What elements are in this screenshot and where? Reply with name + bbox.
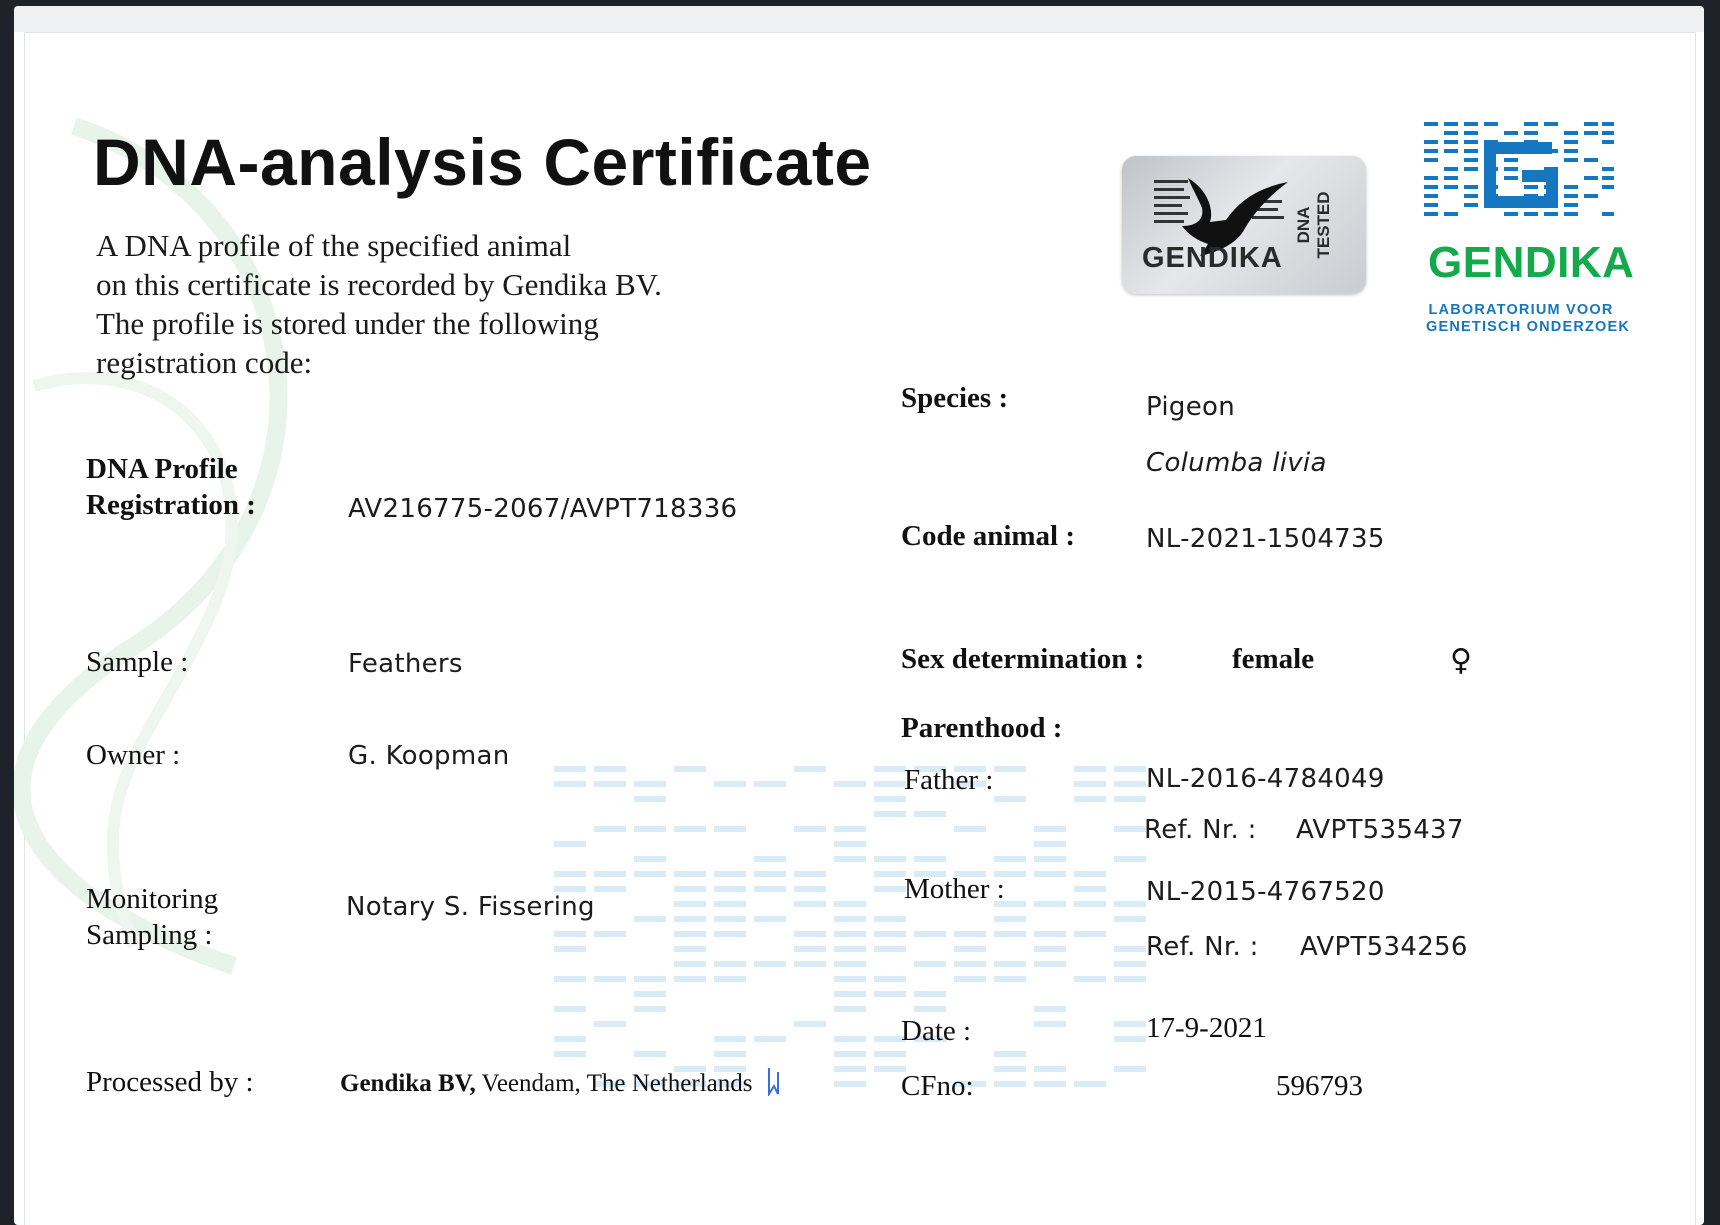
- watermark-bar: [714, 931, 746, 937]
- watermark-bar: [834, 781, 866, 787]
- watermark-bar: [554, 946, 586, 952]
- watermark-bar: [834, 976, 866, 982]
- watermark-bar: [874, 946, 906, 952]
- watermark-bar: [834, 946, 866, 952]
- watermark-bar: [714, 781, 746, 787]
- watermark-bar: [754, 961, 786, 967]
- watermark-bar: [954, 976, 986, 982]
- watermark-bar: [754, 871, 786, 877]
- watermark-bar: [794, 886, 826, 892]
- species-latin: Columba livia: [1146, 448, 1327, 478]
- logo-bar: [1564, 212, 1578, 216]
- watermark-bar: [754, 856, 786, 862]
- logo-bar: [1464, 131, 1478, 135]
- watermark-bar: [794, 901, 826, 907]
- watermark-bar: [554, 976, 586, 982]
- watermark-bar: [1034, 1021, 1066, 1027]
- watermark-bar: [874, 991, 906, 997]
- logo-bar: [1444, 176, 1458, 180]
- logo-bar: [1464, 149, 1478, 153]
- watermark-bar: [1114, 766, 1146, 772]
- watermark-bar: [834, 826, 866, 832]
- watermark-bar: [874, 781, 906, 787]
- registration-label: Registration :: [86, 489, 256, 521]
- logo-subtitle-2: GENETISCH ONDERZOEK: [1426, 319, 1631, 335]
- watermark-bar: [634, 991, 666, 997]
- watermark-bar: [874, 1051, 906, 1057]
- logo-bar: [1524, 122, 1538, 126]
- monitoring-label: Monitoring: [86, 883, 219, 915]
- watermark-bar: [834, 1006, 866, 1012]
- watermark-bar: [1114, 796, 1146, 802]
- processed-location: Veendam, The Netherlands: [481, 1070, 753, 1097]
- father-ref-value: AVPT535437: [1296, 815, 1464, 845]
- watermark-bar: [634, 1006, 666, 1012]
- watermark-bar: [794, 961, 826, 967]
- logo-bar: [1444, 131, 1458, 135]
- logo-bar: [1464, 194, 1478, 198]
- watermark-bar: [914, 961, 946, 967]
- watermark-bar: [754, 886, 786, 892]
- watermark-bar: [994, 856, 1026, 862]
- watermark-bar: [954, 946, 986, 952]
- cfno-value: 596793: [1276, 1070, 1363, 1102]
- watermark-bar: [1114, 901, 1146, 907]
- watermark-bar: [714, 1051, 746, 1057]
- watermark-bar: [1074, 976, 1106, 982]
- watermark-bar: [834, 1051, 866, 1057]
- logo-bar: [1424, 185, 1438, 189]
- logo-bar: [1444, 122, 1458, 126]
- date-value: 17-9-2021: [1146, 1012, 1267, 1044]
- watermark-bar: [874, 796, 906, 802]
- watermark-bar: [954, 826, 986, 832]
- species-common: Pigeon: [1146, 392, 1236, 422]
- certificate-page: [14, 6, 1704, 1225]
- sex-label: Sex determination :: [901, 643, 1145, 675]
- watermark-bar: [674, 826, 706, 832]
- intro-line: The profile is stored under the following: [96, 306, 599, 341]
- father-label: Father :: [904, 764, 994, 796]
- watermark-bar: [874, 916, 906, 922]
- watermark-bar: [714, 976, 746, 982]
- watermark-bar: [794, 871, 826, 877]
- code-animal-label: Code animal :: [901, 520, 1075, 552]
- watermark-bar: [634, 871, 666, 877]
- logo-bar: [1464, 203, 1478, 207]
- watermark-bar: [754, 916, 786, 922]
- watermark-bar: [594, 871, 626, 877]
- watermark-bar: [634, 856, 666, 862]
- watermark-bar: [674, 976, 706, 982]
- female-symbol-icon: ♀: [1450, 643, 1472, 678]
- father-value: NL-2016-4784049: [1146, 764, 1385, 794]
- watermark-bar: [714, 826, 746, 832]
- watermark-bar: [994, 961, 1026, 967]
- watermark-bar: [714, 916, 746, 922]
- watermark-bar: [954, 931, 986, 937]
- watermark-bar: [634, 781, 666, 787]
- watermark-bar: [674, 886, 706, 892]
- watermark-bar: [994, 916, 1026, 922]
- watermark-bar: [1034, 931, 1066, 937]
- sample-label: Sample :: [86, 646, 189, 678]
- watermark-bar: [794, 1021, 826, 1027]
- logo-subtitle-1: LABORATORIUM VOOR: [1428, 302, 1614, 318]
- logo-bar: [1464, 167, 1478, 171]
- watermark-bar: [914, 931, 946, 937]
- mother-ref-value: AVPT534256: [1300, 932, 1468, 962]
- watermark-bar: [674, 901, 706, 907]
- watermark-bar: [554, 781, 586, 787]
- watermark-bar: [874, 766, 906, 772]
- logo-bar: [1564, 149, 1578, 153]
- logo-bar: [1464, 122, 1478, 126]
- watermark-bar: [714, 1036, 746, 1042]
- watermark-bar: [874, 871, 906, 877]
- logo-bar: [1464, 158, 1478, 162]
- logo-bar: [1444, 185, 1458, 189]
- logo-bar: [1524, 131, 1538, 135]
- watermark-bar: [874, 976, 906, 982]
- watermark-bar: [554, 1006, 586, 1012]
- logo-bar: [1504, 131, 1518, 135]
- code-animal-value: NL-2021-1504735: [1146, 524, 1385, 554]
- watermark-bar: [914, 811, 946, 817]
- logo-bar: [1444, 167, 1458, 171]
- dna-bars-watermark: [554, 762, 1194, 1122]
- watermark-bar: [634, 916, 666, 922]
- watermark-bar: [1074, 931, 1106, 937]
- dna-swirl-watermark: [14, 86, 574, 986]
- logo-bar: [1564, 194, 1578, 198]
- watermark-bar: [634, 796, 666, 802]
- watermark-bar: [1114, 1021, 1146, 1027]
- logo-bar: [1602, 122, 1614, 126]
- watermark-bar: [834, 901, 866, 907]
- logo-bar: [1602, 131, 1614, 135]
- watermark-bar: [1034, 871, 1066, 877]
- logo-bar: [1564, 131, 1578, 135]
- monitoring-value: Notary S. Fissering: [346, 892, 595, 922]
- watermark-bar: [1114, 916, 1146, 922]
- page-title: DNA-analysis Certificate: [93, 125, 872, 199]
- watermark-bar: [874, 886, 906, 892]
- watermark-bar: [994, 931, 1026, 937]
- watermark-bar: [1074, 766, 1106, 772]
- watermark-bar: [994, 1051, 1026, 1057]
- watermark-bar: [994, 766, 1026, 772]
- logo-bar: [1602, 185, 1614, 189]
- owner-label: Owner :: [86, 739, 181, 771]
- watermark-bar: [994, 976, 1026, 982]
- watermark-bar: [674, 916, 706, 922]
- sampling-label: Sampling :: [86, 919, 213, 951]
- watermark-bar: [1034, 826, 1066, 832]
- watermark-bar: [874, 811, 906, 817]
- watermark-bar: [1034, 1066, 1066, 1072]
- watermark-bar: [834, 841, 866, 847]
- owner-value: G. Koopman: [348, 741, 510, 771]
- watermark-bar: [754, 1036, 786, 1042]
- watermark-bar: [714, 871, 746, 877]
- logo-bar: [1484, 122, 1498, 126]
- watermark-bar: [714, 886, 746, 892]
- logo-g-mark: [1490, 148, 1552, 202]
- sample-value: Feathers: [348, 649, 463, 679]
- watermark-bar: [834, 1036, 866, 1042]
- mother-label: Mother :: [904, 873, 1005, 905]
- dna-profile-label: DNA Profile: [86, 453, 238, 485]
- watermark-bar: [834, 991, 866, 997]
- watermark-bar: [1114, 976, 1146, 982]
- watermark-bar: [1074, 871, 1106, 877]
- watermark-bar: [1074, 886, 1106, 892]
- intro-line: registration code:: [96, 345, 313, 380]
- watermark-bar: [554, 1036, 586, 1042]
- watermark-bar: [594, 976, 626, 982]
- watermark-bar: [714, 961, 746, 967]
- watermark-bar: [1114, 961, 1146, 967]
- watermark-bar: [634, 826, 666, 832]
- watermark-bar: [594, 781, 626, 787]
- logo-bar: [1524, 212, 1538, 216]
- watermark-bar: [1074, 781, 1106, 787]
- watermark-bar: [554, 1051, 586, 1057]
- watermark-bar: [834, 961, 866, 967]
- watermark-bar: [754, 781, 786, 787]
- watermark-bar: [594, 766, 626, 772]
- watermark-bar: [1074, 796, 1106, 802]
- logo-wordmark: GENDIKA: [1428, 238, 1635, 287]
- processed-company: Gendika BV,: [340, 1070, 476, 1097]
- watermark-bar: [1034, 1006, 1066, 1012]
- logo-bar: [1464, 185, 1478, 189]
- watermark-bar: [994, 1066, 1026, 1072]
- logo-bar: [1424, 122, 1438, 126]
- logo-bar: [1584, 122, 1598, 126]
- watermark-bar: [794, 826, 826, 832]
- logo-bar: [1464, 140, 1478, 144]
- watermark-bar: [714, 901, 746, 907]
- watermark-bar: [874, 931, 906, 937]
- pen-mark: [766, 1066, 782, 1096]
- logo-bar: [1564, 185, 1578, 189]
- father-ref-label: Ref. Nr. :: [1144, 815, 1257, 845]
- watermark-bar: [994, 796, 1026, 802]
- date-label: Date :: [901, 1015, 972, 1047]
- logo-bar: [1504, 158, 1518, 162]
- watermark-bar: [834, 1081, 866, 1087]
- watermark-bar: [1114, 826, 1146, 832]
- intro-line: on this certificate is recorded by Gendika BV.: [96, 267, 662, 302]
- sex-value: female: [1232, 643, 1315, 675]
- logo-bar: [1544, 212, 1558, 216]
- watermark-bar: [1034, 1081, 1066, 1087]
- logo-bar: [1524, 185, 1538, 189]
- watermark-bar: [634, 976, 666, 982]
- logo-bar: [1564, 158, 1578, 162]
- watermark-bar: [1034, 901, 1066, 907]
- watermark-bar: [1074, 901, 1106, 907]
- logo-bar: [1564, 203, 1578, 207]
- dna-tested-sticker: [1122, 156, 1366, 294]
- sticker-tag: DNA TESTED: [1294, 191, 1333, 259]
- watermark-bar: [834, 1066, 866, 1072]
- logo-bar: [1424, 194, 1438, 198]
- watermark-bar: [1114, 1036, 1146, 1042]
- intro-line: A DNA profile of the specified animal: [96, 228, 572, 263]
- logo-bar: [1504, 176, 1518, 180]
- watermark-bar: [554, 766, 586, 772]
- logo-bar: [1424, 149, 1438, 153]
- watermark-bar: [1114, 856, 1146, 862]
- watermark-bar: [794, 931, 826, 937]
- processed-label: Processed by :: [86, 1066, 254, 1098]
- watermark-bar: [834, 856, 866, 862]
- watermark-bar: [914, 856, 946, 862]
- intro-text: [96, 226, 756, 382]
- watermark-bar: [1034, 946, 1066, 952]
- logo-bar: [1504, 167, 1518, 171]
- logo-bar: [1444, 149, 1458, 153]
- watermark-bar: [674, 871, 706, 877]
- watermark-bar: [914, 991, 946, 997]
- top-edge: [14, 6, 1704, 32]
- gendika-logo-icon: [1424, 118, 1614, 228]
- watermark-bar: [674, 931, 706, 937]
- watermark-bar: [914, 1006, 946, 1012]
- logo-bar: [1602, 176, 1614, 180]
- logo-bar: [1424, 203, 1438, 207]
- watermark-bar: [1114, 781, 1146, 787]
- logo-bar: [1602, 167, 1614, 171]
- watermark-bar: [674, 766, 706, 772]
- logo-bar: [1584, 131, 1598, 135]
- watermark-bar: [994, 1081, 1026, 1087]
- logo-bar: [1424, 212, 1438, 216]
- logo-bar: [1444, 212, 1458, 216]
- watermark-bar: [1034, 961, 1066, 967]
- species-label: Species :: [901, 382, 1009, 414]
- sticker-brand: GENDIKA: [1142, 242, 1283, 274]
- logo-bar: [1424, 158, 1438, 162]
- registration-value: AV216775-2067/AVPT718336: [348, 494, 738, 524]
- logo-bar: [1424, 176, 1438, 180]
- watermark-bar: [594, 1021, 626, 1027]
- logo-bar: [1602, 140, 1614, 144]
- watermark-bar: [834, 916, 866, 922]
- watermark-bar: [1114, 1066, 1146, 1072]
- parenthood-label: Parenthood :: [901, 712, 1063, 744]
- logo-bar: [1584, 194, 1598, 198]
- watermark-bar: [874, 856, 906, 862]
- watermark-bar: [554, 871, 586, 877]
- watermark-bar: [594, 931, 626, 937]
- watermark-bar: [1034, 856, 1066, 862]
- watermark-bar: [674, 961, 706, 967]
- watermark-bar: [794, 766, 826, 772]
- logo-bar: [1584, 176, 1598, 180]
- logo-bar: [1424, 140, 1438, 144]
- watermark-bar: [594, 886, 626, 892]
- watermark-bar: [834, 931, 866, 937]
- mother-ref-label: Ref. Nr. :: [1146, 932, 1259, 962]
- processed-value: [340, 1070, 753, 1098]
- cfno-label: CFno:: [901, 1070, 974, 1102]
- watermark-bar: [634, 1051, 666, 1057]
- watermark-bar: [594, 826, 626, 832]
- watermark-bar: [1074, 1081, 1106, 1087]
- logo-bar: [1564, 140, 1578, 144]
- watermark-bar: [1034, 841, 1066, 847]
- watermark-bar: [954, 961, 986, 967]
- watermark-bar: [794, 946, 826, 952]
- watermark-bar: [674, 946, 706, 952]
- watermark-bar: [554, 841, 586, 847]
- mother-value: NL-2015-4767520: [1146, 877, 1385, 907]
- logo-bar: [1544, 122, 1558, 126]
- logo-bar: [1602, 212, 1614, 216]
- watermark-bar: [554, 931, 586, 937]
- logo-bar: [1444, 140, 1458, 144]
- watermark-bar: [1114, 946, 1146, 952]
- logo-bar: [1504, 212, 1518, 216]
- logo-bar: [1584, 158, 1598, 162]
